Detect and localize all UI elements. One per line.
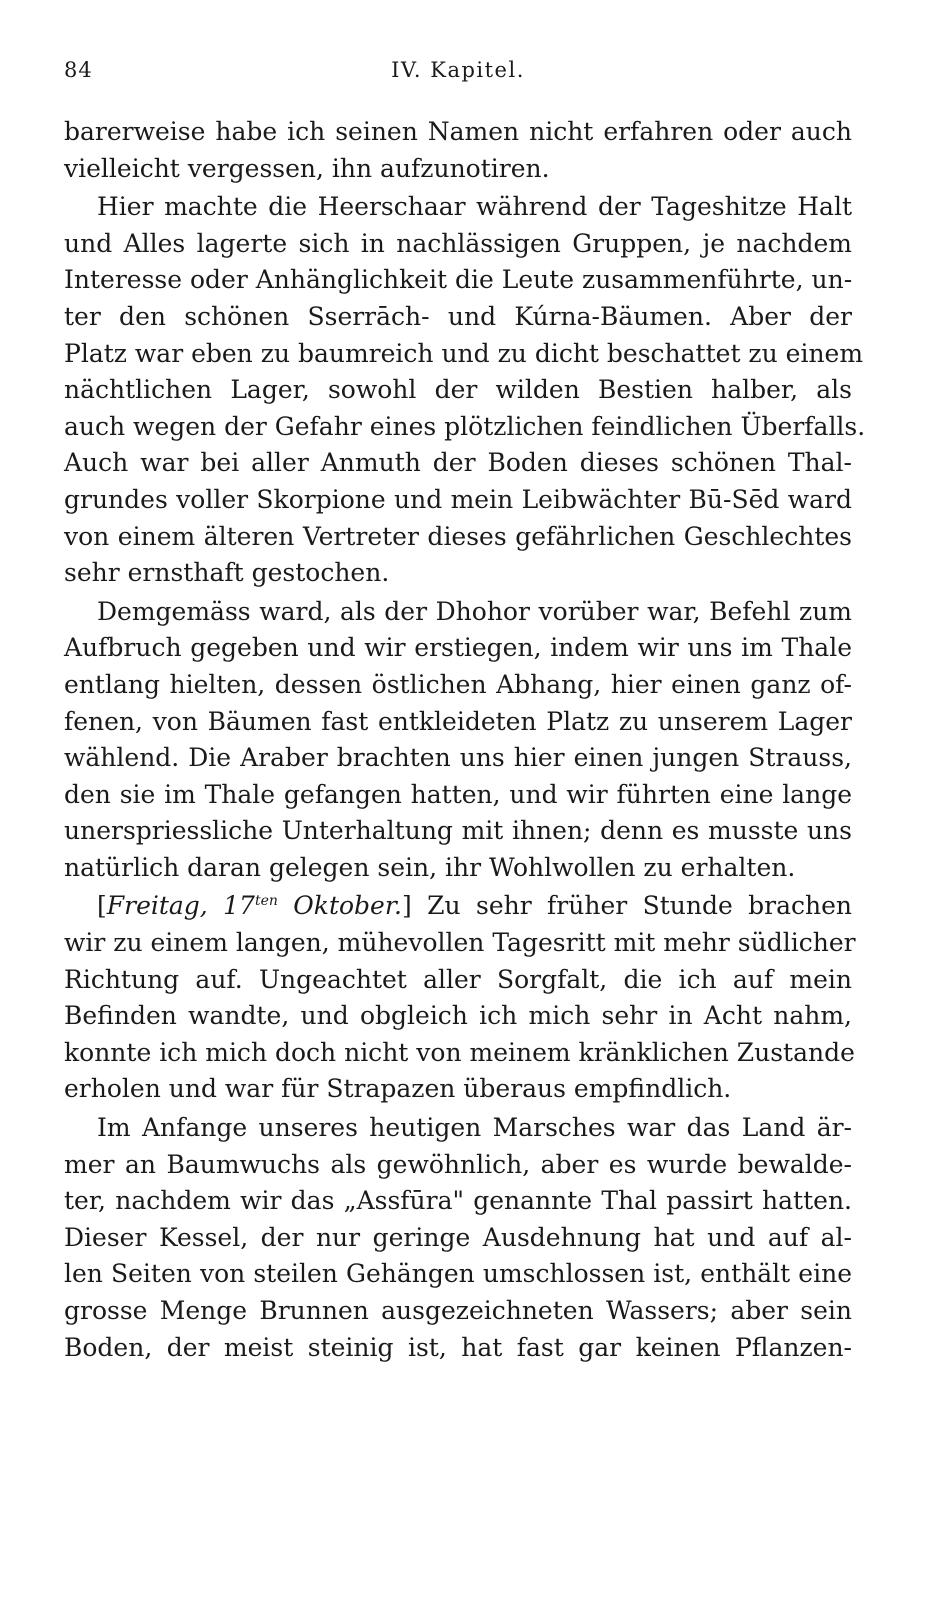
- text-line: von einem älteren Vertreter dieses gefährlichen Geschlechtes: [64, 521, 852, 551]
- text-line: grosse Menge Brunnen ausgezeichneten Wassers; aber sein: [64, 1296, 852, 1325]
- text-line: ter den schönen Sserrāch- und Kúrna-Bäumen. Aber der: [64, 301, 852, 331]
- page-header: [64, 58, 852, 92]
- text-line: len Seiten von steilen Gehängen umschlossen ist, enthält eine: [64, 1259, 852, 1289]
- date-month: Oktober.: [293, 891, 402, 921]
- text-line-rest: Zu sehr früher Stunde brachen: [411, 891, 852, 921]
- body-text: [64, 114, 866, 1366]
- dated-entry-line: [64, 888, 852, 925]
- text-line: entlang hielten, dessen östlichen Abhang, hier einen ganz of-: [64, 669, 852, 699]
- text-line: Dieser Kessel, der nur geringe Ausdehnung hat und auf al-: [64, 1222, 852, 1252]
- text-line: Im Anfange unseres heutigen Marsches war das Land är-: [97, 1113, 852, 1143]
- text-line: vielleicht vergessen, ihn aufzunotiren.: [64, 153, 550, 183]
- text-line: fenen, von Bäumen fast entkleideten Platz zu unserem Lager: [64, 706, 852, 736]
- text-line: nächtlichen Lager, sowohl der wilden Bestien halber, als: [64, 375, 852, 405]
- text-line: grundes voller Skorpione und mein Leibwächter Bū-Sēd ward: [64, 484, 852, 514]
- text-line: Befinden wandte, und obgleich ich mich sehr in Acht nahm,: [64, 1001, 852, 1031]
- text-line: Aufbruch gegeben und wir erstiegen, indem wir uns im Thale: [64, 633, 852, 663]
- text-line: Hier machte die Heerschaar während der Tageshitze Halt: [97, 192, 852, 222]
- date-day-number: 17: [223, 891, 255, 921]
- text-line: den sie im Thale gefangen hatten, und wir führten eine lange: [64, 779, 852, 809]
- date-bracket-open: [: [97, 891, 107, 921]
- text-line: konnte ich mich doch nicht von meinem kränklichen Zustande: [64, 1037, 855, 1067]
- text-line: mer an Baumwuchs als gewöhnlich, aber es wurde bewalde-: [64, 1149, 852, 1179]
- text-line: Richtung auf. Ungeachtet aller Sorgfalt, die ich auf mein: [64, 964, 852, 994]
- date-weekday: Freitag,: [106, 891, 208, 921]
- text-line: Demgemäss ward, als der Dhohor vorüber war, Befehl zum: [97, 596, 852, 626]
- text-line: Boden, der meist steinig ist, hat fast gar keinen Pflanzen-: [64, 1332, 852, 1362]
- text-line: unerspriessliche Unterhaltung mit ihnen; denn es musste uns: [64, 816, 852, 846]
- text-line: Platz war eben zu baumreich und zu dicht beschattet zu einem: [64, 338, 864, 368]
- text-line: Auch war bei aller Anmuth der Boden dieses schönen Thal-: [64, 448, 852, 478]
- text-line: sehr ernsthaft gestochen.: [64, 558, 390, 588]
- text-line: ter, nachdem wir das „Assfūra" genannte Thal passirt hatten.: [64, 1186, 852, 1216]
- date-bracket-close: ]: [402, 891, 412, 921]
- text-line: barerweise habe ich seinen Namen nicht erfahren oder auch: [64, 117, 852, 146]
- text-line: auch wegen der Gefahr eines plötzlichen feindlichen Überfalls.: [64, 411, 866, 441]
- text-line: Interesse oder Anhänglichkeit die Leute zusammenführte, un-: [64, 265, 853, 295]
- text-line: wir zu einem langen, mühevollen Tagesritt mit mehr südlicher: [64, 928, 856, 958]
- text-line: und Alles lagerte sich in nachlässigen Gruppen, je nachdem: [64, 228, 852, 258]
- running-head: IV. Kapitel.: [391, 58, 525, 82]
- page-number: 84: [64, 58, 93, 82]
- text-line: wählend. Die Araber brachten uns hier einen jungen Strauss,: [64, 743, 852, 773]
- text-line: natürlich daran gelegen sein, ihr Wohlwollen zu erhalten.: [64, 852, 796, 882]
- text-line: erholen und war für Strapazen überaus empfindlich.: [64, 1074, 732, 1104]
- date-ordinal-suffix: ten: [254, 893, 278, 910]
